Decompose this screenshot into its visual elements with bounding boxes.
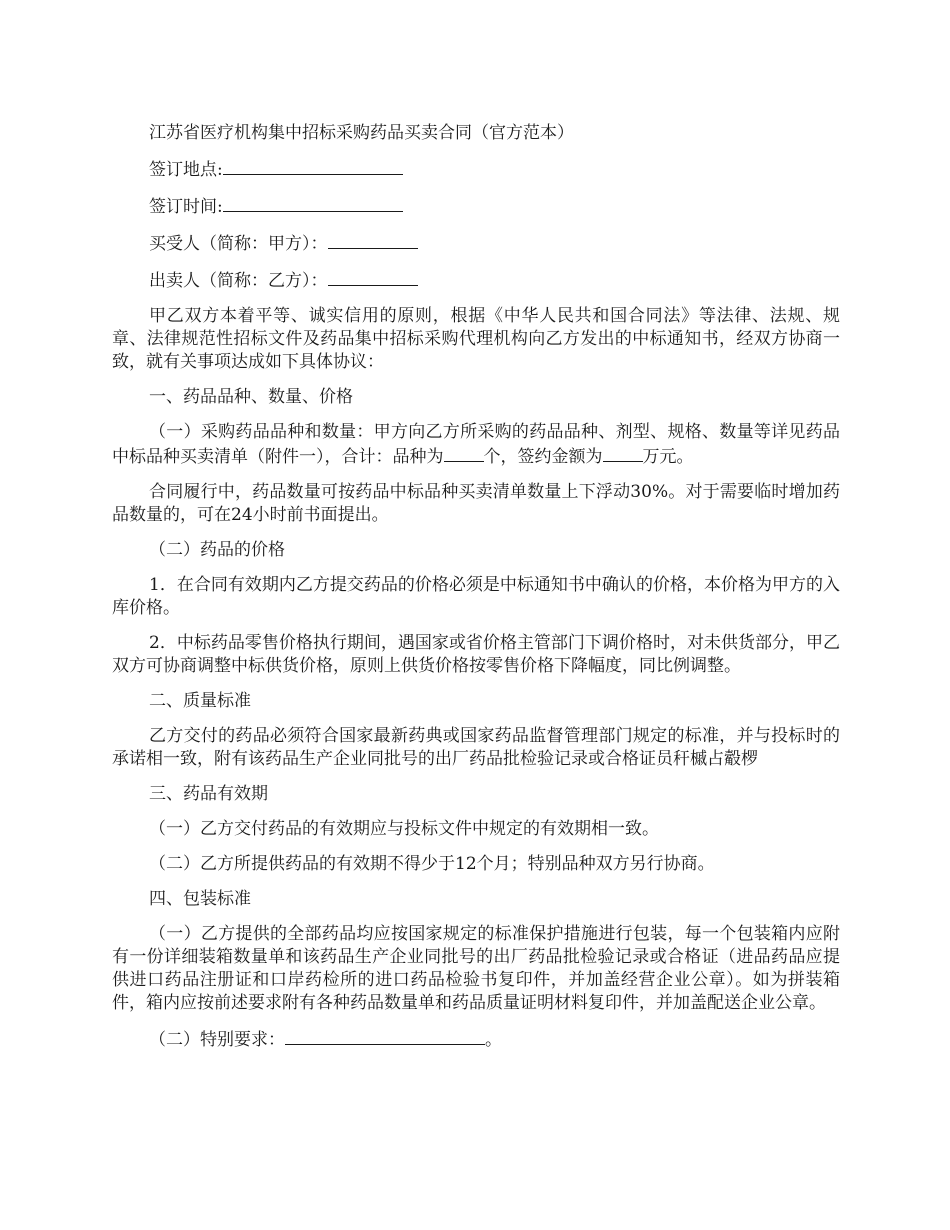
signing-place-label: 签订地点: <box>149 160 223 180</box>
buyer-blank[interactable] <box>328 231 418 249</box>
validity-clause-2: （二）乙方所提供药品的有效期不得少于12个月；特别品种双方另行协商。 <box>149 854 715 874</box>
signing-place-line <box>112 157 840 182</box>
section4-heading: 四、包装标准 <box>149 889 251 909</box>
price-subheading: （二）药品的价格 <box>149 540 285 560</box>
buyer-line <box>112 231 840 256</box>
price-clause-1: 1．在合同有效期内乙方提交药品的价格必须是中标通知书中确认的价格，本价格为甲方的入库价格。 <box>112 575 840 618</box>
seller-label: 出卖人（简称：乙方）： <box>149 271 328 291</box>
special-requirements-line <box>112 1027 840 1052</box>
quality-standard-paragraph: 乙方交付的药品必须符合国家最新药典或国家药品监督管理部门规定的标准，并与投标时的承诺相一致，附有该药品生产企业同批号的出厂药品批检验记录或合格证员秆槭占觳椤 <box>112 726 840 769</box>
section1-heading: 一、药品品种、数量、价格 <box>149 387 353 407</box>
intro-paragraph: 甲乙双方本着平等、诚实信用的原则，根据《中华人民共和国合同法》等法律、法规、规章、法律规范性招标文件及药品集中招标采购代理机构向乙方发出的中标通知书，经双方协商一致，就有关事项达成如下具体协议： <box>112 306 840 372</box>
buyer-label: 买受人（简称：甲方）： <box>149 234 328 254</box>
section1-item1-text-c: 万元。 <box>642 447 694 467</box>
packaging-clause-1: （一）乙方提供的全部药品均应按国家规定的标准保护措施进行包装，每一个包装箱内应附有一份详细装箱数量单和该药品生产企业同批号的出厂药品批检验记录或合格证（进品药品应提供进口药品注册证和口岸药检所的进口药品检验书复印件，并加盖经营企业公章）。如为拼装箱件，箱内应按前述要求附有各种药品数量单和药品质量证明材料复印件，并加盖配送企业公章。 <box>112 924 840 1013</box>
contract-document <box>112 122 840 1064</box>
section1-item1 <box>112 421 840 469</box>
variety-count-blank[interactable] <box>444 444 484 462</box>
signing-place-blank[interactable] <box>223 157 403 175</box>
document-title: 江苏省医疗机构集中招标采购药品买卖合同（官方范本） <box>149 123 574 143</box>
section3-heading: 三、药品有效期 <box>149 784 268 804</box>
section1-item1-text-b: 个，签约金额为 <box>483 447 603 467</box>
special-requirements-end: 。 <box>485 1030 502 1050</box>
validity-clause-1: （一）乙方交付药品的有效期应与投标文件中规定的有效期相一致。 <box>149 819 659 839</box>
section2-heading: 二、质量标准 <box>149 691 251 711</box>
quantity-fluctuation-paragraph: 合同履行中，药品数量可按药品中标品种买卖清单数量上下浮动30%。对于需要临时增加药品数量的，可在24小时前书面提出。 <box>112 482 840 525</box>
section1-item1-text-a: （一）采购药品品种和数量：甲方向乙方所采购的药品品种、剂型、规格、数量等详见药品中标品种买卖清单（附件一），合计：品种为 <box>112 422 840 467</box>
signing-time-blank[interactable] <box>223 194 403 212</box>
signing-time-line <box>112 194 840 219</box>
contract-amount-blank[interactable] <box>603 444 643 462</box>
seller-blank[interactable] <box>328 268 418 286</box>
signing-time-label: 签订时间: <box>149 197 223 217</box>
special-requirements-label: （二）特别要求： <box>149 1030 285 1050</box>
price-clause-2: 2．中标药品零售价格执行期间，遇国家或省价格主管部门下调价格时，对未供货部分，甲乙双方可协商调整中标供货价格，原则上供货价格按零售价格下降幅度，同比例调整。 <box>112 633 840 676</box>
special-requirements-blank[interactable] <box>285 1027 485 1045</box>
seller-line <box>112 268 840 293</box>
